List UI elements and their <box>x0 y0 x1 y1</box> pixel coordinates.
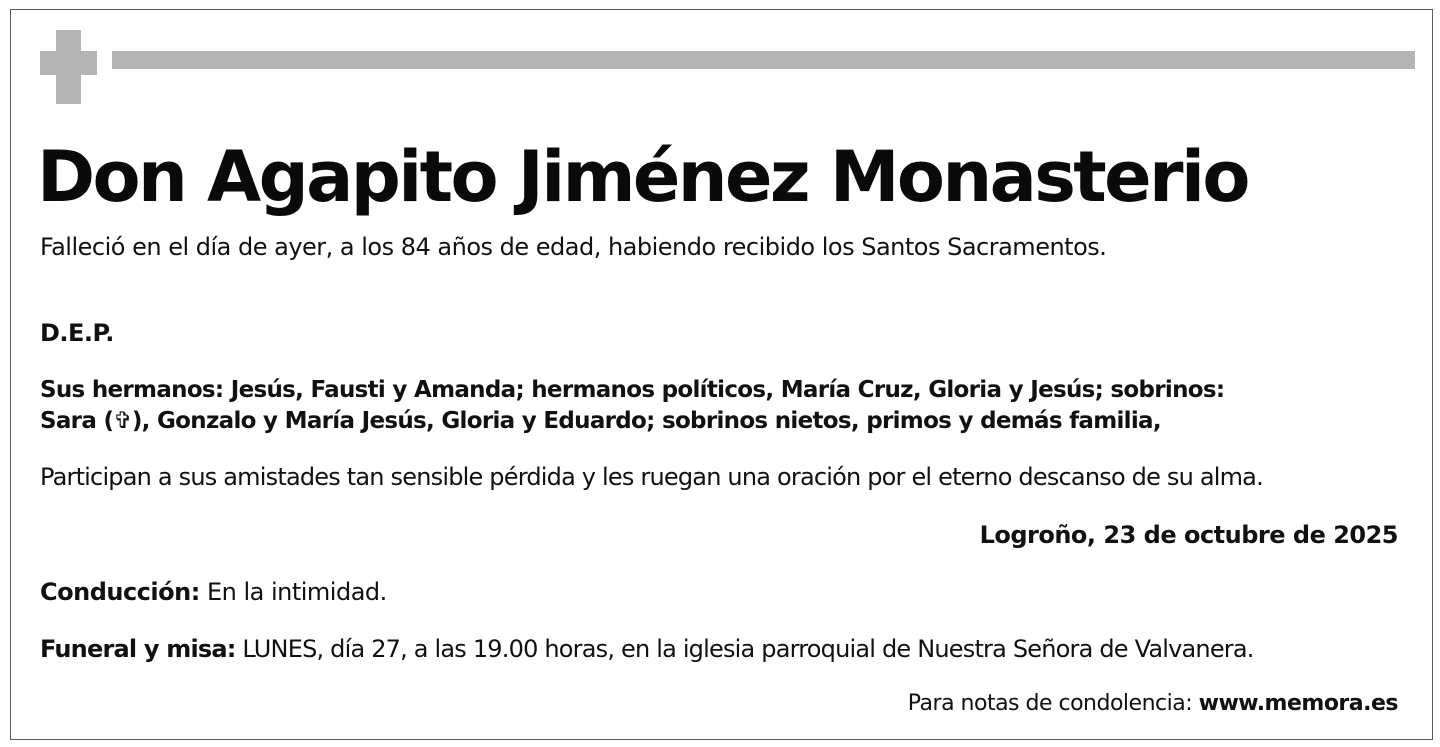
place-date: Logroño, 23 de octubre de 2025 <box>979 521 1398 549</box>
funeral-label: Funeral y misa: <box>40 635 236 663</box>
dep-text: D.E.P. <box>40 319 114 347</box>
website-link[interactable]: www.memora.es <box>1198 691 1398 716</box>
header-rule <box>112 51 1415 69</box>
condolences-label: Para notas de condolencia: <box>907 691 1199 716</box>
funeral-line <box>40 633 1254 665</box>
funeral-value: LUNES, día 27, a las 19.00 horas, en la iglesia parroquial de Nuestra Señora de Valvanera. <box>235 635 1254 663</box>
cross-horizontal-bar <box>40 51 97 75</box>
request-text: Participan a sus amistades tan sensible pérdida y les ruegan una oración por el eterno descanso de su alma. <box>40 463 1263 491</box>
intro-text: Falleció en el día de ayer, a los 84 años de edad, habiendo recibido los Santos Sacramentos. <box>40 233 1107 261</box>
condolences-line <box>908 688 1398 720</box>
conduccion-label: Conducción: <box>40 578 200 606</box>
conduccion-line <box>40 576 387 608</box>
cross-icon <box>40 30 97 104</box>
family-line-1: Sus hermanos: Jesús, Fausti y Amanda; hermanos políticos, María Cruz, Gloria y Jesús; sobrinos: <box>40 377 1225 403</box>
deceased-name: Don Agapito Jiménez Monasterio <box>37 136 1248 218</box>
conduccion-value: En la intimidad. <box>199 578 387 606</box>
family-line-2: Sara (✞), Gonzalo y María Jesús, Gloria y Eduardo; sobrinos nietos, primos y demás familia, <box>40 408 1161 434</box>
